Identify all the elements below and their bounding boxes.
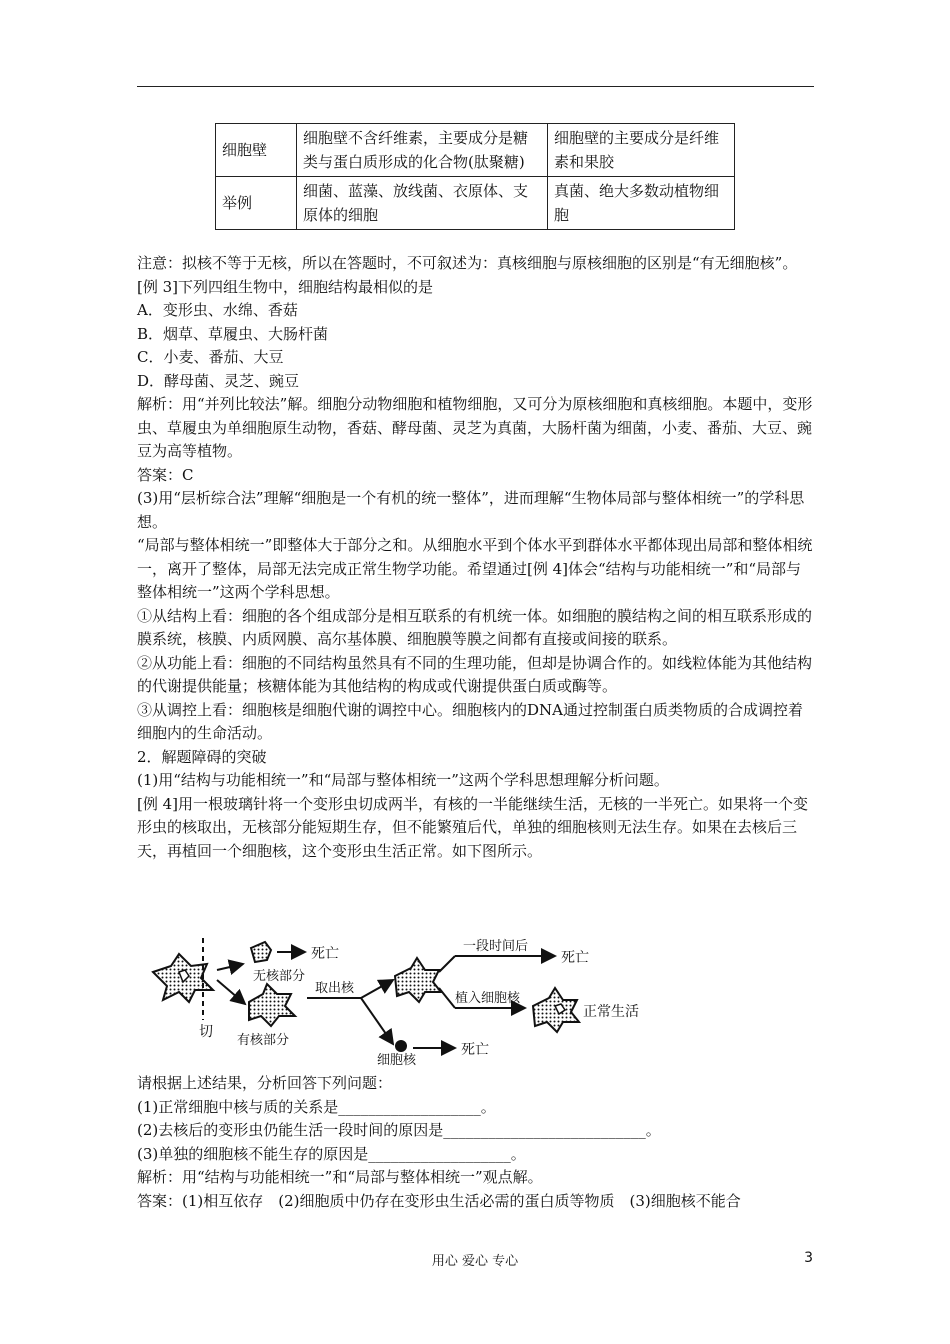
with-nucleus-label: 有核部分: [237, 1033, 290, 1048]
normal-life-label: 正常生活: [583, 1004, 639, 1020]
question-1: (1)正常细胞中核与质的关系是___________________。: [137, 1097, 496, 1116]
structure-paragraph: ①从结构上看：细胞的各个组成部分是相互联系的有机统一体。如细胞的膜结构之间的相互联系形成的膜系统，核膜、内质网膜、高尔基体膜、细胞膜等膜之间都有直接或间接的联系。: [137, 606, 813, 648]
example-paragraph: [例 4]用一根玻璃针将一个变形虫切成两半，有核的一半能继续生活，无核的一半死亡。如果将一个变形虫的核取出，无核部分能短期生存，但不能繁殖后代，单独的细胞核则无法生存。如果在去核后三天，再植回一个细胞核，这个变形虫生活正常。如下图所示。: [137, 794, 809, 860]
body-paragraph: (1)用“结构与功能相统一”和“局部与整体相统一”这两个学科思想理解分析问题。: [137, 771, 669, 789]
death-label: 死亡: [461, 1042, 489, 1058]
table-row: [216, 177, 735, 230]
option-d: D．酵母菌、灵芝、豌豆: [137, 371, 300, 390]
nucleus-dot: [395, 1040, 407, 1052]
prokaryote-cell: 细胞壁不含纤维素，主要成分是糖类与蛋白质形成的化合物(肽聚糖): [297, 124, 548, 177]
questions-block: [137, 1072, 815, 1213]
death-label: 死亡: [311, 946, 339, 962]
amoeba-experiment-diagram: [145, 936, 665, 1066]
function-paragraph: ②从功能上看：细胞的不同结构虽然具有不同的生理功能，但却是协调合作的。如线粒体能为其他结构的代谢提供能量；核糖体能为其他结构的构成或代谢提供蛋白质或酶等。: [137, 653, 813, 695]
table-row: [216, 124, 735, 177]
nucleus-label: 细胞核: [377, 1053, 417, 1066]
arrow: [439, 988, 455, 1008]
question-2: (2)去核后的变形虫仍能生活一段时间的原因是___________________________。: [137, 1121, 661, 1139]
row-label: 举例: [216, 177, 297, 230]
comparison-table: [215, 123, 735, 230]
answer-paragraph: 答案：C: [137, 465, 194, 484]
page-number: 3: [804, 1250, 813, 1266]
cut-label: 切: [199, 1024, 213, 1040]
amoeba-normal: [533, 988, 579, 1032]
option-b: B．烟草、草履虫、大肠杆菌: [137, 324, 329, 343]
body-text: [137, 252, 815, 863]
answer-paragraph: 答案：(1)相互依存 (2)细胞质中仍存在变形虫生活必需的蛋白质等物质 (3)细胞核不能合: [137, 1191, 741, 1210]
option-a: A．变形虫、水绵、香菇: [137, 301, 298, 319]
amoeba-enucleated: [395, 958, 441, 1002]
death-label: 死亡: [561, 950, 589, 966]
arrow: [439, 956, 455, 972]
implant-label: 植入细胞核: [455, 991, 521, 1006]
no-nucleus-label: 无核部分: [253, 969, 306, 984]
header-rule: [137, 86, 814, 87]
eukaryote-cell: 细胞壁的主要成分是纤维素和果胶: [548, 124, 735, 177]
question-intro: 请根据上述结果，分析回答下列问题：: [137, 1074, 393, 1092]
take-nucleus-label: 取出核: [315, 981, 355, 996]
after-time-label: 一段时间后: [463, 939, 529, 954]
amoeba-no-nucleus: [251, 942, 271, 962]
option-c: C．小麦、番茄、大豆: [137, 348, 284, 366]
amoeba-with-nucleus: [249, 984, 295, 1026]
arrow: [361, 980, 393, 998]
eukaryote-cell: 真菌、绝大多数动植物细胞: [548, 177, 735, 230]
body-paragraph: “局部与整体相统一”即整体大于部分之和。从细胞水平到个体水平到群体水平都体现出局部和整体相统一，离开了整体，局部无法完成正常生物学功能。希望通过[例 4]体会“结构与功能相统一”和“局部与整体相统一”这两个学科思想。: [137, 536, 813, 601]
section-paragraph: (3)用“层析综合法”理解“细胞是一个有机的统一整体”，进而理解“生物体局部与整体相统一”的学科思想。: [137, 489, 805, 531]
prokaryote-cell: 细菌、蓝藻、放线菌、衣原体、支原体的细胞: [297, 177, 548, 230]
row-label: 细胞壁: [216, 124, 297, 177]
control-paragraph: ③从调控上看：细胞核是细胞代谢的调控中心。细胞核内的DNA通过控制蛋白质类物质的合成调控着细胞内的生命活动。: [137, 700, 803, 742]
note-paragraph: 注意：拟核不等于无核，所以在答题时，不可叙述为：真核细胞与原核细胞的区别是“有无细胞核”。: [137, 254, 798, 272]
arrow: [217, 980, 245, 1004]
analysis-paragraph: 解析：用“并列比较法”解。细胞分动物细胞和植物细胞，又可分为原核细胞和真核细胞。本题中，变形虫、草履虫为单细胞原生动物，香菇、酵母菌、灵芝为真菌，大肠杆菌为细菌，小麦、番茄、大豆、豌豆为高等植物。: [137, 395, 813, 460]
example-question: [例 3]下列四组生物中，细胞结构最相似的是: [137, 277, 434, 296]
arrow: [217, 964, 243, 970]
analysis-paragraph: 解析：用“结构与功能相统一”和“局部与整体相统一”观点解。: [137, 1168, 543, 1186]
arrow: [361, 998, 393, 1044]
section-heading: 2．解题障碍的突破: [137, 747, 267, 766]
question-3: (3)单独的细胞核不能生存的原因是___________________。: [137, 1144, 526, 1163]
footer-motto: 用心 爱心 专心: [431, 1254, 519, 1269]
